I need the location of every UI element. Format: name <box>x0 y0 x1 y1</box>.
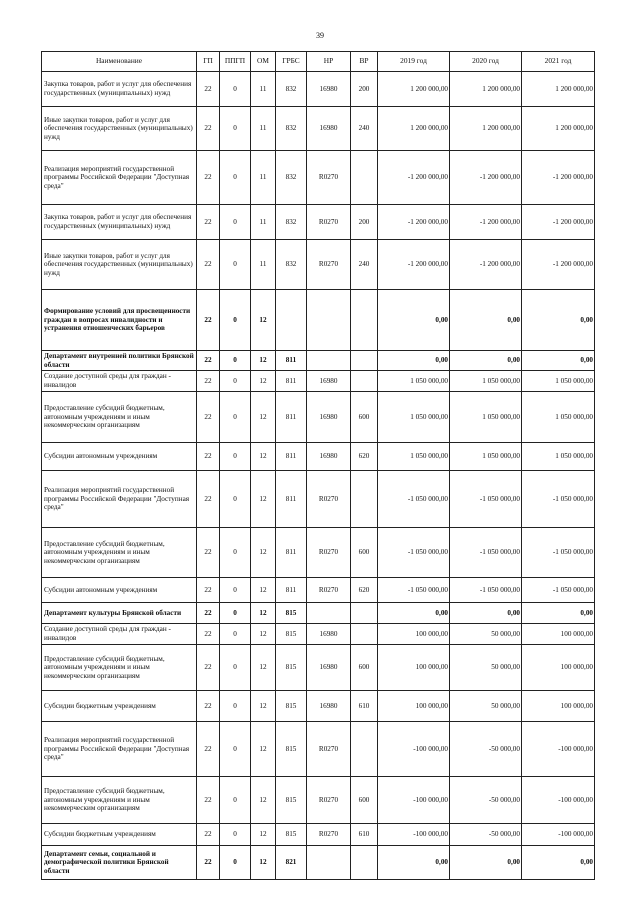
cell-grbs: 832 <box>276 240 307 290</box>
cell-vr <box>351 846 378 880</box>
table-row <box>42 624 595 645</box>
cell-om: 11 <box>251 72 276 107</box>
col-header-nr: НР <box>307 52 351 72</box>
cell-vr: 200 <box>351 72 378 107</box>
cell-name: Закупка товаров, работ и услуг для обеспечения государственных (муниципальных) нужд <box>42 205 197 240</box>
cell-vr: 240 <box>351 240 378 290</box>
cell-grbs: 832 <box>276 205 307 240</box>
cell-y2021: 0,00 <box>522 603 595 624</box>
table-row <box>42 603 595 624</box>
cell-ppgp: 0 <box>220 824 251 846</box>
cell-ppgp: 0 <box>220 240 251 290</box>
cell-nr: 16980 <box>307 443 351 471</box>
cell-y2021: 1 200 000,00 <box>522 72 595 107</box>
cell-vr <box>351 471 378 528</box>
cell-nr: R0270 <box>307 722 351 777</box>
cell-name: Субсидии автономным учреждениям <box>42 578 197 603</box>
cell-vr <box>351 151 378 205</box>
table-row <box>42 205 595 240</box>
cell-y2021: -1 050 000,00 <box>522 471 595 528</box>
cell-gp: 22 <box>197 351 220 371</box>
col-header-2020: 2020 год <box>450 52 522 72</box>
cell-name: Создание доступной среды для граждан - инвалидов <box>42 624 197 645</box>
cell-gp: 22 <box>197 471 220 528</box>
cell-y2021: -100 000,00 <box>522 824 595 846</box>
cell-y2019: 100 000,00 <box>378 624 450 645</box>
cell-ppgp: 0 <box>220 107 251 151</box>
cell-grbs: 832 <box>276 107 307 151</box>
cell-ppgp: 0 <box>220 72 251 107</box>
cell-om: 12 <box>251 777 276 824</box>
cell-vr: 620 <box>351 443 378 471</box>
cell-y2020: 50 000,00 <box>450 624 522 645</box>
cell-om: 12 <box>251 290 276 351</box>
table-row <box>42 371 595 392</box>
cell-nr: 16980 <box>307 107 351 151</box>
cell-y2019: 0,00 <box>378 846 450 880</box>
table-row <box>42 645 595 691</box>
cell-name: Предоставление субсидий бюджетным, автономным учреждениям и иным некоммерческим организациям <box>42 392 197 443</box>
cell-nr: R0270 <box>307 151 351 205</box>
cell-ppgp: 0 <box>220 846 251 880</box>
cell-y2021: 0,00 <box>522 846 595 880</box>
table-row <box>42 722 595 777</box>
cell-y2021: 1 050 000,00 <box>522 443 595 471</box>
cell-om: 12 <box>251 528 276 578</box>
cell-y2019: 1 050 000,00 <box>378 443 450 471</box>
cell-grbs: 815 <box>276 824 307 846</box>
cell-y2020: -1 050 000,00 <box>450 471 522 528</box>
cell-grbs: 811 <box>276 392 307 443</box>
cell-y2019: 100 000,00 <box>378 645 450 691</box>
cell-nr: 16980 <box>307 72 351 107</box>
table-header-row <box>42 52 595 72</box>
cell-name: Реализация мероприятий государственной программы Российской Федерации "Доступная среда" <box>42 722 197 777</box>
table-row <box>42 290 595 351</box>
cell-om: 11 <box>251 107 276 151</box>
cell-grbs: 832 <box>276 72 307 107</box>
cell-vr: 600 <box>351 528 378 578</box>
cell-y2021: 1 050 000,00 <box>522 371 595 392</box>
cell-ppgp: 0 <box>220 371 251 392</box>
table-row <box>42 471 595 528</box>
cell-ppgp: 0 <box>220 443 251 471</box>
cell-y2021: 100 000,00 <box>522 691 595 722</box>
cell-grbs <box>276 290 307 351</box>
cell-gp: 22 <box>197 846 220 880</box>
cell-om: 12 <box>251 471 276 528</box>
cell-gp: 22 <box>197 722 220 777</box>
cell-y2019: 100 000,00 <box>378 691 450 722</box>
col-header-2019: 2019 год <box>378 52 450 72</box>
cell-y2019: 1 200 000,00 <box>378 72 450 107</box>
page-number: 39 <box>316 31 324 40</box>
cell-nr <box>307 603 351 624</box>
cell-om: 12 <box>251 578 276 603</box>
cell-name: Предоставление субсидий бюджетным, автономным учреждениям и иным некоммерческим организациям <box>42 645 197 691</box>
cell-ppgp: 0 <box>220 528 251 578</box>
table-row <box>42 107 595 151</box>
cell-gp: 22 <box>197 371 220 392</box>
cell-grbs: 815 <box>276 722 307 777</box>
cell-y2020: -50 000,00 <box>450 722 522 777</box>
cell-om: 12 <box>251 603 276 624</box>
cell-grbs: 815 <box>276 777 307 824</box>
cell-nr: 16980 <box>307 691 351 722</box>
table-row <box>42 777 595 824</box>
cell-y2021: -1 200 000,00 <box>522 240 595 290</box>
cell-y2019: 0,00 <box>378 351 450 371</box>
cell-vr: 600 <box>351 645 378 691</box>
table-body <box>42 72 595 880</box>
cell-gp: 22 <box>197 107 220 151</box>
cell-nr: R0270 <box>307 240 351 290</box>
table-row <box>42 691 595 722</box>
cell-name: Субсидии бюджетным учреждениям <box>42 824 197 846</box>
cell-vr: 600 <box>351 392 378 443</box>
cell-ppgp: 0 <box>220 777 251 824</box>
cell-gp: 22 <box>197 240 220 290</box>
cell-vr <box>351 371 378 392</box>
table-row <box>42 528 595 578</box>
cell-y2020: -1 200 000,00 <box>450 240 522 290</box>
cell-name: Департамент внутренней политики Брянской области <box>42 351 197 371</box>
cell-grbs: 815 <box>276 691 307 722</box>
cell-gp: 22 <box>197 290 220 351</box>
cell-y2020: 1 050 000,00 <box>450 392 522 443</box>
cell-nr: R0270 <box>307 824 351 846</box>
cell-y2020: -1 050 000,00 <box>450 578 522 603</box>
cell-y2019: -1 050 000,00 <box>378 578 450 603</box>
cell-nr: 16980 <box>307 392 351 443</box>
cell-grbs: 811 <box>276 578 307 603</box>
cell-om: 12 <box>251 846 276 880</box>
cell-vr <box>351 722 378 777</box>
col-header-grbs: ГРБС <box>276 52 307 72</box>
cell-ppgp: 0 <box>220 392 251 443</box>
cell-vr <box>351 290 378 351</box>
cell-nr <box>307 290 351 351</box>
cell-ppgp: 0 <box>220 722 251 777</box>
cell-y2021: -100 000,00 <box>522 722 595 777</box>
cell-y2020: -50 000,00 <box>450 777 522 824</box>
table-row <box>42 846 595 880</box>
cell-y2020: 0,00 <box>450 351 522 371</box>
cell-gp: 22 <box>197 824 220 846</box>
cell-y2020: -50 000,00 <box>450 824 522 846</box>
cell-nr <box>307 846 351 880</box>
table-row <box>42 151 595 205</box>
cell-grbs: 811 <box>276 443 307 471</box>
cell-name: Субсидии бюджетным учреждениям <box>42 691 197 722</box>
cell-y2020: -1 200 000,00 <box>450 205 522 240</box>
cell-y2019: 1 050 000,00 <box>378 392 450 443</box>
cell-gp: 22 <box>197 578 220 603</box>
cell-y2020: 0,00 <box>450 290 522 351</box>
cell-nr: R0270 <box>307 777 351 824</box>
cell-y2021: -1 050 000,00 <box>522 528 595 578</box>
cell-y2019: 0,00 <box>378 290 450 351</box>
cell-name: Иные закупки товаров, работ и услуг для обеспечения государственных (муниципальных) нужд <box>42 107 197 151</box>
cell-y2019: 1 050 000,00 <box>378 371 450 392</box>
cell-nr: R0270 <box>307 471 351 528</box>
table-row <box>42 443 595 471</box>
table-row <box>42 72 595 107</box>
cell-y2020: 1 050 000,00 <box>450 371 522 392</box>
cell-nr: 16980 <box>307 624 351 645</box>
cell-nr: 16980 <box>307 371 351 392</box>
cell-om: 12 <box>251 824 276 846</box>
cell-y2020: 50 000,00 <box>450 691 522 722</box>
cell-ppgp: 0 <box>220 578 251 603</box>
table-row <box>42 392 595 443</box>
cell-y2019: -1 200 000,00 <box>378 240 450 290</box>
cell-om: 11 <box>251 205 276 240</box>
cell-ppgp: 0 <box>220 290 251 351</box>
cell-vr: 620 <box>351 578 378 603</box>
cell-y2020: -1 200 000,00 <box>450 151 522 205</box>
cell-ppgp: 0 <box>220 645 251 691</box>
cell-gp: 22 <box>197 645 220 691</box>
cell-om: 12 <box>251 722 276 777</box>
cell-name: Предоставление субсидий бюджетным, автономным учреждениям и иным некоммерческим организациям <box>42 528 197 578</box>
cell-vr: 240 <box>351 107 378 151</box>
cell-gp: 22 <box>197 392 220 443</box>
cell-grbs: 811 <box>276 528 307 578</box>
cell-y2019: -100 000,00 <box>378 722 450 777</box>
cell-vr: 600 <box>351 777 378 824</box>
cell-ppgp: 0 <box>220 624 251 645</box>
cell-name: Предоставление субсидий бюджетным, автономным учреждениям и иным некоммерческим организациям <box>42 777 197 824</box>
cell-y2021: -100 000,00 <box>522 777 595 824</box>
cell-y2020: 0,00 <box>450 603 522 624</box>
cell-y2019: 1 200 000,00 <box>378 107 450 151</box>
cell-gp: 22 <box>197 691 220 722</box>
cell-name: Формирование условий для просвещенности граждан в вопросах инвалидности и устранения отношенческих барьеров <box>42 290 197 351</box>
cell-name: Департамент семьи, социальной и демографической политики Брянской области <box>42 846 197 880</box>
cell-ppgp: 0 <box>220 603 251 624</box>
cell-name: Субсидии автономным учреждениям <box>42 443 197 471</box>
cell-ppgp: 0 <box>220 471 251 528</box>
cell-vr <box>351 624 378 645</box>
cell-y2019: -1 200 000,00 <box>378 205 450 240</box>
table-row <box>42 240 595 290</box>
cell-y2021: 1 200 000,00 <box>522 107 595 151</box>
cell-nr <box>307 351 351 371</box>
table-row <box>42 351 595 371</box>
cell-grbs: 815 <box>276 603 307 624</box>
cell-name: Создание доступной среды для граждан - инвалидов <box>42 371 197 392</box>
cell-ppgp: 0 <box>220 351 251 371</box>
cell-grbs: 821 <box>276 846 307 880</box>
cell-om: 12 <box>251 392 276 443</box>
cell-y2019: -100 000,00 <box>378 824 450 846</box>
cell-vr <box>351 603 378 624</box>
col-header-ppgp: ППГП <box>220 52 251 72</box>
cell-gp: 22 <box>197 443 220 471</box>
cell-om: 12 <box>251 691 276 722</box>
cell-gp: 22 <box>197 603 220 624</box>
cell-y2020: 1 200 000,00 <box>450 72 522 107</box>
cell-grbs: 815 <box>276 645 307 691</box>
col-header-2021: 2021 год <box>522 52 595 72</box>
col-header-name: Наименование <box>42 52 197 72</box>
cell-y2019: -1 050 000,00 <box>378 471 450 528</box>
col-header-om: ОМ <box>251 52 276 72</box>
cell-y2019: 0,00 <box>378 603 450 624</box>
cell-y2020: 50 000,00 <box>450 645 522 691</box>
cell-gp: 22 <box>197 151 220 205</box>
cell-nr: R0270 <box>307 528 351 578</box>
cell-om: 12 <box>251 624 276 645</box>
cell-y2021: 100 000,00 <box>522 645 595 691</box>
cell-nr: R0270 <box>307 578 351 603</box>
cell-vr: 610 <box>351 824 378 846</box>
cell-om: 11 <box>251 151 276 205</box>
cell-gp: 22 <box>197 72 220 107</box>
cell-vr: 610 <box>351 691 378 722</box>
cell-y2019: -100 000,00 <box>378 777 450 824</box>
col-header-gp: ГП <box>197 52 220 72</box>
cell-name: Реализация мероприятий государственной программы Российской Федерации "Доступная среда" <box>42 151 197 205</box>
table-row <box>42 578 595 603</box>
cell-y2021: 0,00 <box>522 290 595 351</box>
cell-name: Иные закупки товаров, работ и услуг для обеспечения государственных (муниципальных) нужд <box>42 240 197 290</box>
cell-y2021: -1 200 000,00 <box>522 205 595 240</box>
cell-ppgp: 0 <box>220 151 251 205</box>
cell-grbs: 815 <box>276 624 307 645</box>
col-header-vr: ВР <box>351 52 378 72</box>
cell-y2020: 1 050 000,00 <box>450 443 522 471</box>
cell-vr <box>351 351 378 371</box>
cell-nr: 16980 <box>307 645 351 691</box>
cell-grbs: 811 <box>276 351 307 371</box>
cell-om: 12 <box>251 351 276 371</box>
cell-om: 11 <box>251 240 276 290</box>
cell-y2021: 0,00 <box>522 351 595 371</box>
cell-nr: R0270 <box>307 205 351 240</box>
table-row <box>42 824 595 846</box>
cell-vr: 200 <box>351 205 378 240</box>
cell-gp: 22 <box>197 777 220 824</box>
cell-y2021: 1 050 000,00 <box>522 392 595 443</box>
cell-grbs: 832 <box>276 151 307 205</box>
cell-om: 12 <box>251 371 276 392</box>
cell-y2021: -1 050 000,00 <box>522 578 595 603</box>
cell-y2021: 100 000,00 <box>522 624 595 645</box>
cell-name: Департамент культуры Брянской области <box>42 603 197 624</box>
cell-name: Реализация мероприятий государственной программы Российской Федерации "Доступная среда" <box>42 471 197 528</box>
cell-ppgp: 0 <box>220 691 251 722</box>
cell-y2020: -1 050 000,00 <box>450 528 522 578</box>
cell-gp: 22 <box>197 624 220 645</box>
cell-grbs: 811 <box>276 471 307 528</box>
cell-y2021: -1 200 000,00 <box>522 151 595 205</box>
cell-y2020: 1 200 000,00 <box>450 107 522 151</box>
cell-gp: 22 <box>197 205 220 240</box>
cell-y2019: -1 200 000,00 <box>378 151 450 205</box>
cell-name: Закупка товаров, работ и услуг для обеспечения государственных (муниципальных) нужд <box>42 72 197 107</box>
budget-table <box>41 51 595 880</box>
cell-om: 12 <box>251 645 276 691</box>
cell-y2020: 0,00 <box>450 846 522 880</box>
cell-y2019: -1 050 000,00 <box>378 528 450 578</box>
cell-ppgp: 0 <box>220 205 251 240</box>
cell-gp: 22 <box>197 528 220 578</box>
cell-grbs: 811 <box>276 371 307 392</box>
cell-om: 12 <box>251 443 276 471</box>
